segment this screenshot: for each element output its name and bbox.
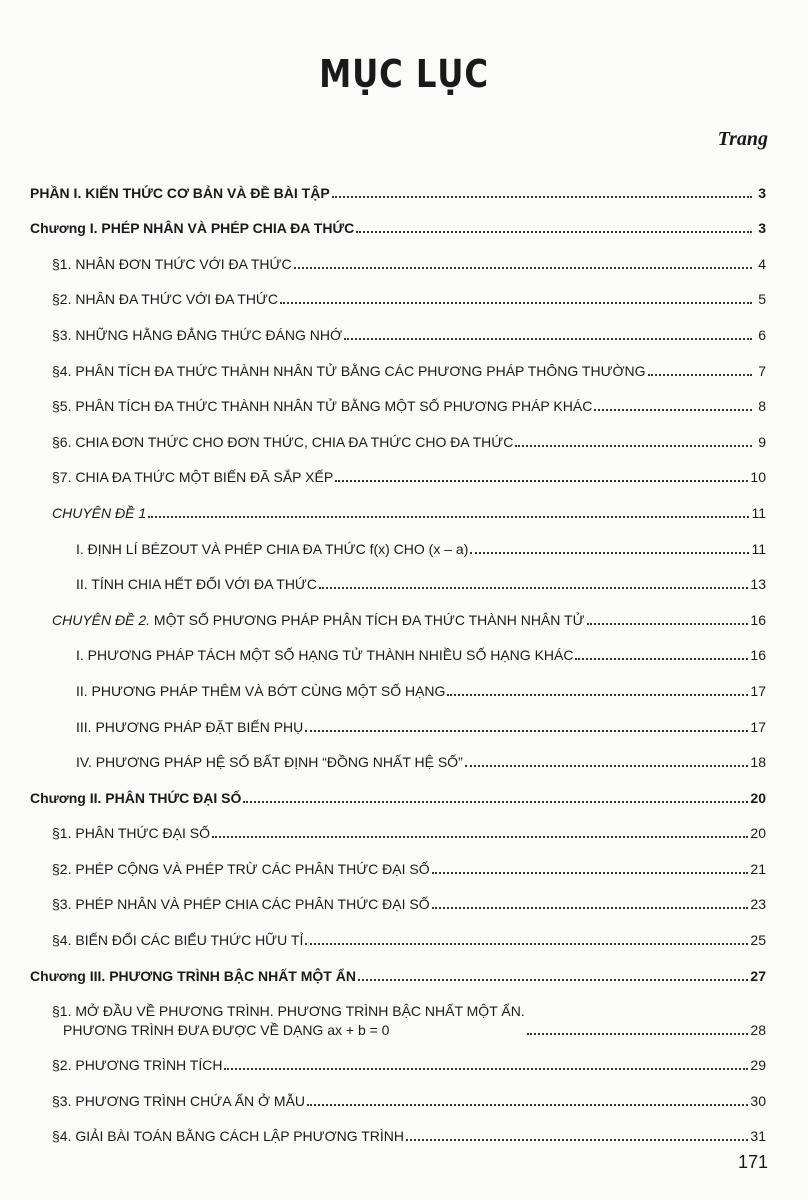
toc-entry-page: 9 bbox=[758, 433, 766, 450]
toc-entry-title bbox=[52, 433, 513, 452]
leader-dots bbox=[406, 1139, 748, 1141]
entry-text: I. PHƯƠNG PHÁP TÁCH MỘT SỐ HẠNG TỬ THÀNH NHIỀU SỐ HẠNG KHÁC bbox=[76, 647, 574, 664]
leader-dots bbox=[515, 445, 752, 447]
leader-dots bbox=[587, 623, 749, 625]
toc-entry-title bbox=[52, 860, 430, 879]
toc-entry-title bbox=[52, 824, 210, 843]
page-column-label: Trang bbox=[717, 128, 768, 150]
topic-label: CHUYÊN ĐỀ 1 bbox=[52, 504, 147, 521]
toc-entry[interactable] bbox=[0, 879, 808, 915]
toc-entry[interactable] bbox=[0, 1075, 808, 1111]
toc-entry[interactable] bbox=[0, 345, 808, 381]
toc-entry-page: 23 bbox=[750, 896, 766, 913]
leader-dots bbox=[212, 836, 748, 838]
toc-entry-title bbox=[30, 967, 356, 986]
leader-dots bbox=[575, 658, 748, 660]
toc-entry-title bbox=[52, 397, 592, 416]
toc-entry-title bbox=[76, 753, 463, 772]
entry-text: §6. CHIA ĐƠN THỨC CHO ĐƠN THỨC, CHIA ĐA THỨC CHO ĐA THỨC bbox=[52, 433, 514, 450]
toc-entry-title bbox=[76, 540, 468, 559]
toc-entry-title bbox=[52, 1056, 222, 1075]
entry-text: IV. PHƯƠNG PHÁP HỆ SỐ BẤT ĐỊNH “ĐỒNG NHẤT HỆ SỐ” bbox=[76, 754, 463, 771]
toc-entry-page: 8 bbox=[758, 398, 766, 415]
entry-text: §1. MỞ ĐẦU VỀ PHƯƠNG TRÌNH. PHƯƠNG TRÌNH BẬC NHẤT MỘT ẨN. bbox=[52, 1002, 525, 1019]
toc-entry-title bbox=[30, 219, 354, 238]
toc-entry-page: 3 bbox=[758, 220, 766, 237]
leader-dots bbox=[356, 231, 752, 233]
topic-label: CHUYÊN ĐỀ 2. bbox=[52, 611, 151, 628]
entry-text: §4. BIẾN ĐỔI CÁC BIỂU THỨC HỮU TỈ bbox=[52, 932, 304, 949]
toc-entry-title bbox=[52, 326, 342, 345]
leader-dots bbox=[465, 765, 749, 767]
toc-entry-title bbox=[30, 184, 330, 203]
entry-text: §4. GIẢI BÀI TOÁN BẰNG CÁCH LẬP PHƯƠNG TRÌNH bbox=[52, 1128, 405, 1145]
toc-entry-page: 25 bbox=[750, 932, 766, 949]
toc-entry-page: 29 bbox=[750, 1057, 766, 1074]
toc-entry[interactable] bbox=[0, 914, 808, 950]
toc-entry-title bbox=[52, 931, 303, 950]
leader-dots bbox=[344, 338, 752, 340]
toc-entry-page: 5 bbox=[758, 291, 766, 308]
leader-dots bbox=[332, 196, 752, 198]
toc-entry-title bbox=[52, 290, 278, 309]
toc-entry[interactable] bbox=[0, 594, 808, 630]
toc-entry-page: 13 bbox=[750, 576, 766, 593]
toc-entry[interactable] bbox=[0, 238, 808, 274]
toc-entry-page: 16 bbox=[750, 647, 766, 664]
toc-entry-title bbox=[76, 718, 303, 737]
leader-dots bbox=[148, 516, 749, 518]
toc-entry-page: 31 bbox=[750, 1128, 766, 1145]
leader-dots bbox=[470, 552, 749, 554]
toc-entry-page: 3 bbox=[758, 184, 766, 201]
toc-entry-title bbox=[52, 1002, 525, 1040]
toc-entry-page: 17 bbox=[750, 718, 766, 735]
leader-dots bbox=[224, 1068, 748, 1070]
toc-entry-page: 21 bbox=[750, 860, 766, 877]
toc-entry[interactable] bbox=[0, 843, 808, 879]
toc-entry[interactable] bbox=[0, 701, 808, 737]
entry-text: II. PHƯƠNG PHÁP THÊM VÀ BỚT CÙNG MỘT SỐ HẠNG bbox=[76, 682, 446, 699]
entry-text: I. ĐỊNH LÍ BÉZOUT VÀ PHÉP CHIA ĐA THỨC f(x) CHO (x – a) bbox=[76, 540, 469, 557]
toc-entry[interactable] bbox=[0, 737, 808, 773]
entry-text: Chương II. PHÂN THỨC ĐẠI SỐ bbox=[30, 789, 242, 806]
toc-entry-page: 20 bbox=[750, 825, 766, 842]
toc-entry[interactable] bbox=[0, 203, 808, 239]
toc-entry-title bbox=[52, 611, 585, 630]
entry-text: §5. PHÂN TÍCH ĐA THỨC THÀNH NHÂN TỬ BẰNG MỘT SỐ PHƯƠNG PHÁP KHÁC bbox=[52, 398, 593, 415]
toc-entry[interactable] bbox=[0, 416, 808, 452]
toc-entry[interactable] bbox=[0, 274, 808, 310]
entry-text: Chương III. PHƯƠNG TRÌNH BẬC NHẤT MỘT ẨN bbox=[30, 967, 356, 984]
toc-entry[interactable] bbox=[0, 986, 808, 1040]
leader-dots bbox=[358, 979, 748, 981]
leader-dots bbox=[319, 587, 748, 589]
entry-text: §1. PHÂN THỨC ĐẠI SỐ bbox=[52, 825, 210, 842]
toc-entry-page: 4 bbox=[758, 255, 766, 272]
toc-entry[interactable] bbox=[0, 1040, 808, 1076]
toc-entry[interactable] bbox=[0, 950, 808, 986]
toc-entry-page: 16 bbox=[750, 611, 766, 628]
entry-text: II. TÍNH CHIA HẾT ĐỐI VỚI ĐA THỨC bbox=[76, 576, 318, 593]
entry-text: §2. NHÂN ĐA THỨC VỚI ĐA THỨC bbox=[52, 291, 279, 308]
page-title: MỤC LỤC bbox=[319, 52, 489, 96]
leader-dots bbox=[527, 1033, 749, 1035]
toc-entry[interactable] bbox=[0, 559, 808, 595]
leader-dots bbox=[594, 409, 752, 411]
toc-entry-page: 6 bbox=[758, 326, 766, 343]
toc-entry-title bbox=[52, 895, 430, 914]
entry-text: §4. PHÂN TÍCH ĐA THỨC THÀNH NHÂN TỬ BẰNG CÁC PHƯƠNG PHÁP THÔNG THƯỜNG bbox=[52, 362, 646, 379]
toc-entry[interactable] bbox=[0, 452, 808, 488]
toc-entry-page: 20 bbox=[750, 789, 766, 806]
toc-entry-page: 11 bbox=[751, 504, 766, 521]
toc-entry-page: 17 bbox=[750, 682, 766, 699]
leader-dots bbox=[432, 907, 749, 909]
leader-dots bbox=[432, 872, 749, 874]
toc-entry-title bbox=[52, 1092, 305, 1111]
toc-entry[interactable] bbox=[0, 487, 808, 523]
toc-entry-title bbox=[30, 789, 241, 808]
toc-entry-title bbox=[52, 362, 646, 381]
entry-text: §1. NHÂN ĐƠN THỨC VỚI ĐA THỨC bbox=[52, 255, 292, 272]
entry-text: §2. PHƯƠNG TRÌNH TÍCH bbox=[52, 1057, 223, 1074]
toc-entry-page: 18 bbox=[750, 754, 766, 771]
page-number: 171 bbox=[737, 1152, 768, 1172]
toc-entry[interactable] bbox=[0, 167, 808, 203]
leader-dots bbox=[648, 374, 752, 376]
leader-dots bbox=[280, 302, 752, 304]
toc-entry-title bbox=[52, 255, 292, 274]
toc-entry-title bbox=[76, 682, 445, 701]
toc-entry[interactable] bbox=[0, 309, 808, 345]
toc-entry[interactable] bbox=[0, 665, 808, 701]
entry-text: §7. CHIA ĐA THỨC MỘT BIẾN ĐÃ SẮP XẾP bbox=[52, 469, 334, 486]
toc-entry-title bbox=[52, 1127, 404, 1146]
toc-entry-page: 7 bbox=[758, 362, 766, 379]
entry-text-continued: PHƯƠNG TRÌNH ĐƯA ĐƯỢC VỀ DẠNG ax + b = 0 bbox=[63, 1021, 390, 1038]
leader-dots bbox=[243, 801, 748, 803]
toc-entry-page: 10 bbox=[750, 469, 766, 486]
entry-text: III. PHƯƠNG PHÁP ĐẶT BIẾN PHỤ bbox=[76, 718, 304, 735]
toc-entry[interactable] bbox=[0, 808, 808, 844]
toc-entry-page: 27 bbox=[750, 967, 766, 984]
toc-entry-title bbox=[76, 575, 317, 594]
entry-text: §2. PHÉP CỘNG VÀ PHÉP TRỪ CÁC PHÂN THỨC ĐẠI SỐ bbox=[52, 860, 430, 877]
toc-entry-title bbox=[52, 504, 146, 523]
toc-entry-page: 30 bbox=[750, 1092, 766, 1109]
leader-dots bbox=[335, 480, 748, 482]
entry-text: PHẦN I. KIẾN THỨC CƠ BẢN VÀ ĐỀ BÀI TẬP bbox=[30, 184, 330, 201]
toc-entry[interactable] bbox=[0, 381, 808, 417]
entry-text: MỘT SỐ PHƯƠNG PHÁP PHÂN TÍCH ĐA THỨC THÀNH NHÂN TỬ bbox=[150, 611, 585, 628]
leader-dots bbox=[307, 1104, 748, 1106]
toc-entry[interactable] bbox=[0, 1111, 808, 1147]
toc-entry-title bbox=[76, 646, 573, 665]
entry-text: §3. PHƯƠNG TRÌNH CHỨA ẨN Ở MẪU bbox=[52, 1092, 306, 1109]
toc-entry[interactable] bbox=[0, 523, 808, 559]
leader-dots bbox=[305, 943, 748, 945]
entry-text: §3. PHÉP NHÂN VÀ PHÉP CHIA CÁC PHÂN THỨC ĐẠI SỐ bbox=[52, 896, 430, 913]
leader-dots bbox=[447, 694, 748, 696]
entry-text: §3. NHỮNG HẰNG ĐẲNG THỨC ĐÁNG NHỚ bbox=[52, 326, 343, 343]
toc-entry-title bbox=[52, 468, 333, 487]
toc-entry-page: 11 bbox=[751, 540, 766, 557]
toc-entry[interactable] bbox=[0, 630, 808, 666]
leader-dots bbox=[294, 267, 752, 269]
toc-entry[interactable] bbox=[0, 772, 808, 808]
entry-text: Chương I. PHÉP NHÂN VÀ PHÉP CHIA ĐA THỨC bbox=[30, 220, 355, 237]
table-of-contents bbox=[0, 167, 808, 1146]
leader-dots bbox=[305, 730, 748, 732]
toc-entry-page: 28 bbox=[750, 1021, 766, 1038]
